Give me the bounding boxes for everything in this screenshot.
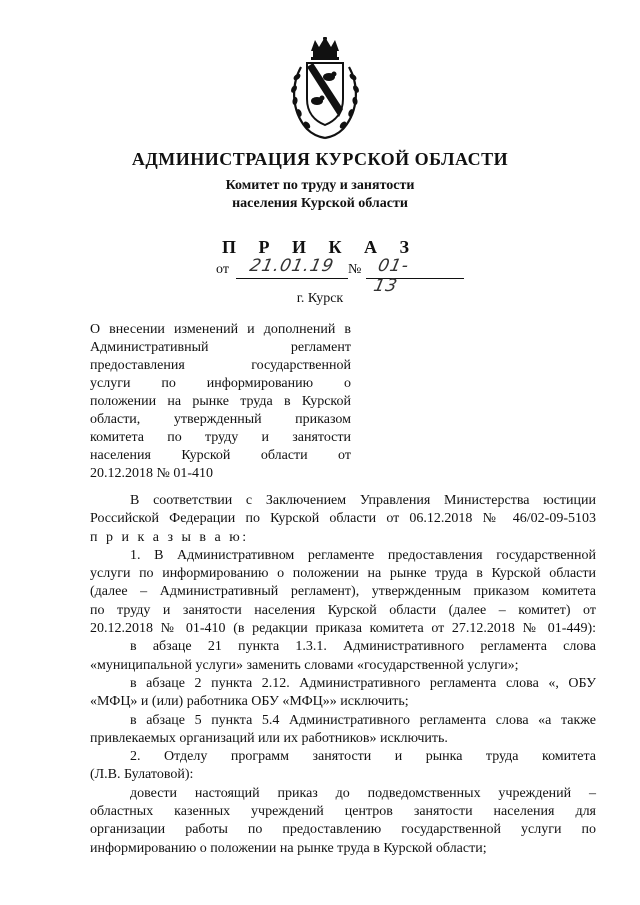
subject-line: населения Курской области от xyxy=(90,448,351,463)
body-line: 1. В Административном регламенте предоставления государственной xyxy=(130,547,596,563)
handwritten-number: 01-13 xyxy=(371,256,412,296)
date-prefix: от xyxy=(216,262,229,277)
body-line: «МФЦ» и (или) работника ОБУ «МФЦ»» исключить; xyxy=(90,694,409,710)
subject-line: О внесении изменений и дополнений в xyxy=(90,322,351,337)
body-line: в абзаце 21 пункта 1.3.1. Административного регламента слова xyxy=(130,639,596,655)
body-line: в абзаце 2 пункта 2.12. Административного регламента слова «, ОБУ xyxy=(130,675,596,691)
body-line: (далее – Административный регламент), утвержденным приказом комитета xyxy=(90,584,596,600)
order-title: П Р И К А З xyxy=(221,237,419,257)
body-line: организации работы по предоставлению государственной услуги по xyxy=(90,822,596,838)
body-line: по труду и занятости населения Курской области (далее – комитет) от xyxy=(90,602,596,618)
order-subject xyxy=(90,321,351,483)
subject-line: предоставления государственной xyxy=(90,358,351,373)
body-line: 2. Отделу программ занятости и рынка труда комитета xyxy=(130,749,596,765)
subject-line: 20.12.2018 № 01-410 xyxy=(90,466,214,481)
subject-line: положении на рынке труда в Курской xyxy=(90,394,351,409)
body-line: информированию о положении на рынке труда в Курской области; xyxy=(90,840,487,856)
order-body xyxy=(90,492,596,858)
body-line: В соответствии с Заключением Управления Министерства юстиции xyxy=(130,493,596,508)
subject-line: комитета по труду и занятости xyxy=(90,430,351,445)
subject-line: услуги по информированию о xyxy=(90,376,351,391)
body-line: Российской Федерации по Курской области от 06.12.2018 № 46/02-09-5103 xyxy=(90,511,596,527)
body-line: привлекаемых организаций или их работников» исключить. xyxy=(90,730,448,746)
body-line: довести настоящий приказ до подведомственных учреждений – xyxy=(130,785,596,801)
city: г. Курск xyxy=(296,291,344,306)
body-line: областных казенных учреждений центров занятости населения для xyxy=(90,804,596,820)
committee-name-line2: населения Курской области xyxy=(232,196,408,211)
body-line: (Л.В. Булатовой): xyxy=(90,767,194,783)
organization-title: АДМИНИСТРАЦИЯ КУРСКОЙ ОБЛАСТИ xyxy=(131,149,509,169)
handwritten-date: 21.01.19 xyxy=(247,256,336,276)
body-line: в абзаце 5 пункта 5.4 Административного регламента слова «а также xyxy=(130,712,596,728)
body-line-order-verb: п р и к а з ы в а ю: xyxy=(90,529,249,545)
subject-line: Административный регламент xyxy=(90,340,351,355)
committee-name-line1: Комитет по труду и занятости xyxy=(225,178,415,193)
coat-of-arms-icon xyxy=(289,37,361,141)
body-line: 20.12.2018 № 01-410 (в редакции приказа комитета от 27.12.2018 № 01-449): xyxy=(90,621,596,637)
date-underline xyxy=(236,278,348,279)
subject-line: области, утвержденный приказом xyxy=(90,412,351,427)
body-line: «муниципальной услуги» заменить словами «государственной услуги»; xyxy=(90,657,519,673)
body-line: услуги по информированию о положении на рынке труда в Курской области xyxy=(90,566,596,582)
number-prefix: № xyxy=(348,262,362,277)
